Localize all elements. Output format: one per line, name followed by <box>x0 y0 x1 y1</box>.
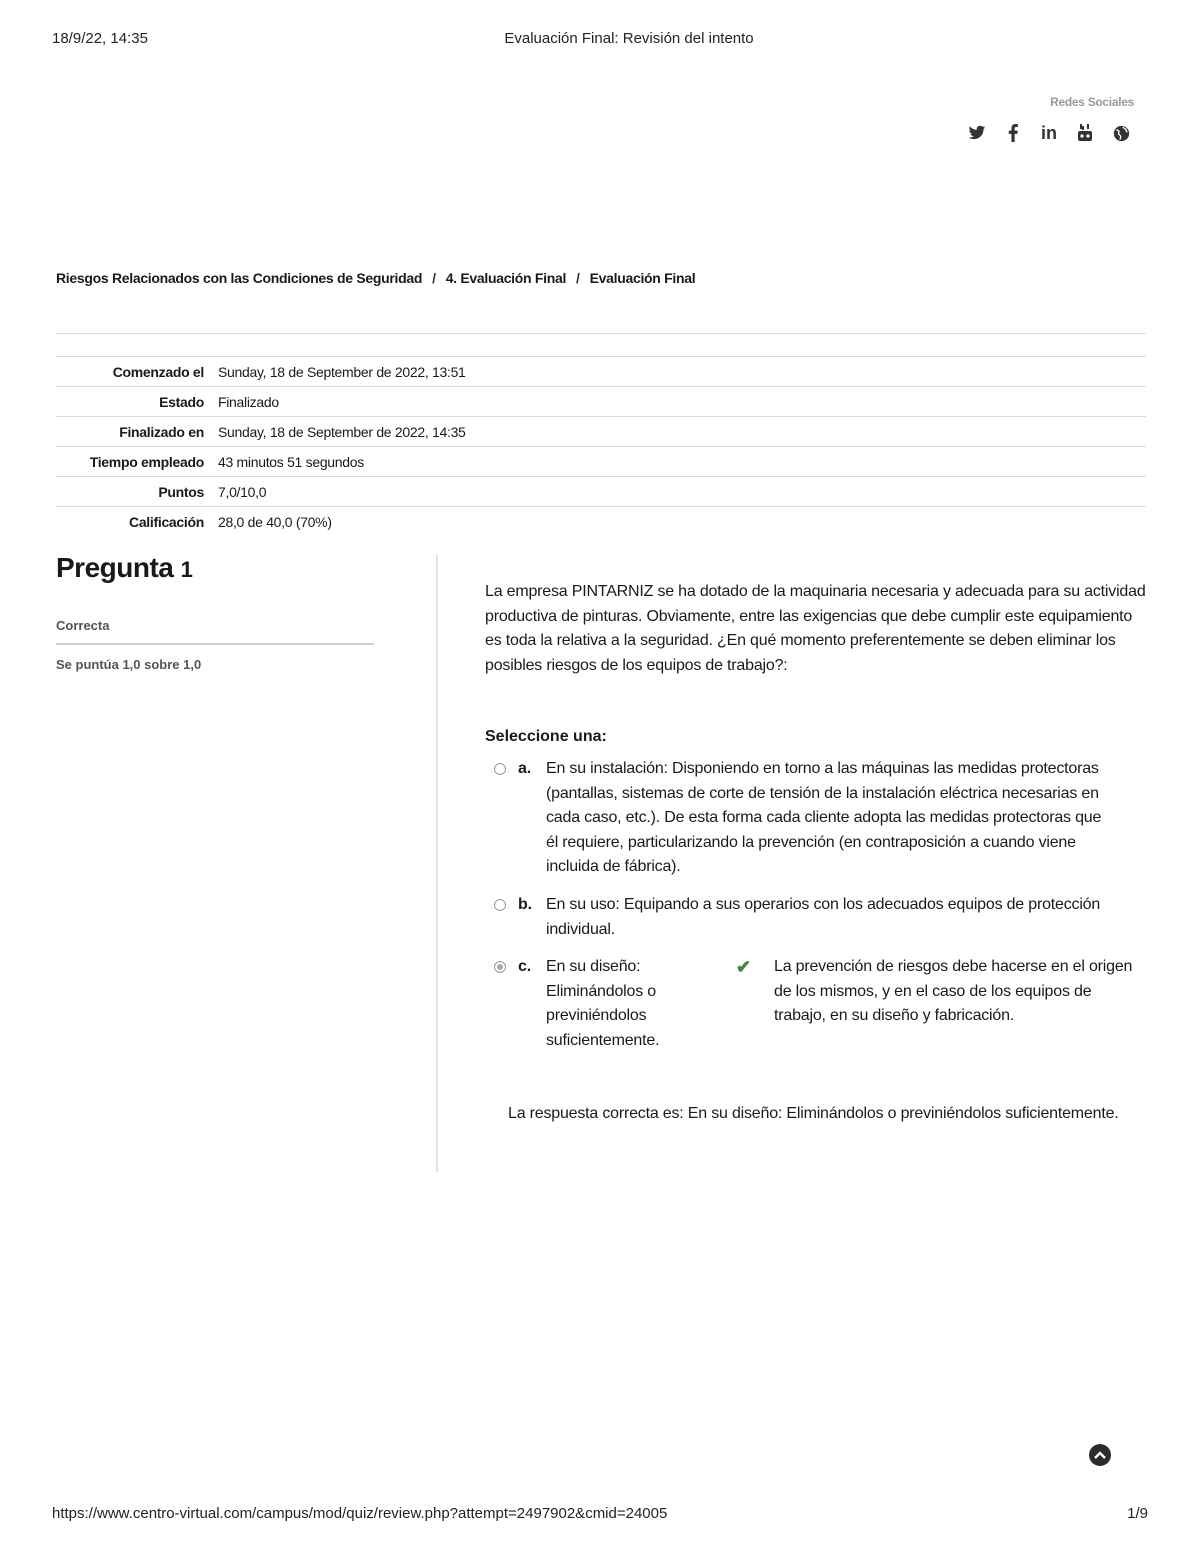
breadcrumb-section[interactable]: 4. Evaluación Final <box>445 270 567 286</box>
answer-prompt: Seleccione una: <box>485 728 607 745</box>
option-text: En su uso: Equipando a sus operarios con los adecuados equipos de protección individual. <box>546 896 1101 938</box>
print-page-number: 1/9 <box>1127 1505 1148 1522</box>
question-content-divider <box>436 555 438 1172</box>
social-networks-label: Redes Sociales <box>1050 95 1134 109</box>
question-info <box>56 552 374 672</box>
breadcrumb <box>56 270 695 286</box>
summary-value: Sunday, 18 de September de 2022, 14:35 <box>218 424 466 440</box>
summary-row-finished <box>56 417 1146 447</box>
breadcrumb-separator: / <box>576 270 580 286</box>
option-text: En su diseño: Eliminándolos o previniéndolos suficientemente. <box>546 958 660 1049</box>
summary-label: Calificación <box>129 514 204 530</box>
print-date: 18/9/22, 14:35 <box>52 30 148 47</box>
print-url: https://www.centro-virtual.com/campus/mod/quiz/review.php?attempt=2497902&cmid=24005 <box>52 1505 668 1522</box>
radio-button-selected[interactable] <box>494 961 506 973</box>
radio-button[interactable] <box>494 763 506 775</box>
option-letter: c. <box>518 958 531 975</box>
option-letter: a. <box>518 760 531 777</box>
youtube-icon[interactable] <box>1074 122 1096 144</box>
summary-row-state <box>56 387 1146 417</box>
right-answer-feedback: La respuesta correcta es: En su diseño: Eliminándolos o previniéndolos suficientemente. <box>508 1105 1119 1122</box>
twitter-icon[interactable] <box>966 122 988 144</box>
linkedin-icon[interactable]: in <box>1041 122 1057 143</box>
summary-label: Finalizado en <box>119 424 204 440</box>
question-title <box>56 552 374 584</box>
answer-option-a[interactable] <box>494 757 1116 880</box>
summary-row-marks <box>56 477 1146 507</box>
summary-label: Puntos <box>158 484 204 500</box>
facebook-icon[interactable] <box>1002 122 1024 144</box>
option-text: En su instalación: Disponiendo en torno a las máquinas las medidas protectoras (pantallas, sistemas de corte de tensión de la instalación eléctrica necesarias en cada caso, etc.). De esta forma cada cliente adopta las medidas protectoras que él requiere, particularizando la prevención (en contraposición a cuando viene incluida de fábrica). <box>546 760 1102 875</box>
summary-value: 43 minutos 51 segundos <box>218 454 364 470</box>
breadcrumb-course[interactable]: Riesgos Relacionados con las Condiciones de Seguridad <box>56 270 423 286</box>
attempt-summary-table <box>56 356 1146 536</box>
summary-value: Sunday, 18 de September de 2022, 13:51 <box>218 364 466 380</box>
question-number: 1 <box>180 557 193 582</box>
summary-row-time-taken <box>56 447 1146 477</box>
answer-option-b[interactable] <box>494 893 1126 942</box>
print-header <box>0 30 1200 50</box>
summary-value: 28,0 de 40,0 (70%) <box>218 514 332 530</box>
question-grade: Se puntúa 1,0 sobre 1,0 <box>56 657 202 672</box>
summary-label: Comenzado el <box>112 364 204 380</box>
summary-label: Estado <box>159 394 204 410</box>
summary-value: 7,0/10,0 <box>218 484 267 500</box>
social-icons <box>966 122 1132 144</box>
radio-button[interactable] <box>494 899 506 911</box>
option-feedback: La prevención de riesgos debe hacerse en el origen de los mismos, y en el caso de los equipos de trabajo, en su diseño y fabricación. <box>774 958 1133 1024</box>
correct-check-icon: ✔ <box>736 957 751 977</box>
breadcrumb-quiz[interactable]: Evaluación Final <box>589 270 696 286</box>
chevron-up-icon <box>1094 1450 1106 1460</box>
answer-option-c[interactable] <box>494 955 1134 1053</box>
back-to-top-button[interactable] <box>1089 1444 1111 1466</box>
globe-icon[interactable] <box>1110 122 1132 144</box>
question-state: Correcta <box>56 618 374 645</box>
summary-row-started <box>56 357 1146 387</box>
option-letter: b. <box>518 896 532 913</box>
breadcrumb-separator: / <box>432 270 436 286</box>
divider <box>56 333 1146 334</box>
summary-label: Tiempo empleado <box>89 454 204 470</box>
question-title-word: Pregunta <box>56 552 174 583</box>
summary-row-grade <box>56 507 1146 537</box>
print-title: Evaluación Final: Revisión del intento <box>504 30 754 47</box>
summary-value: Finalizado <box>218 394 279 410</box>
question-text: La empresa PINTARNIZ se ha dotado de la maquinaria necesaria y adecuada para su actividad productiva de pinturas. Obviamente, entre las exigencias que debe cumplir este equipamiento es toda la relativa a la seguridad. ¿En qué momento preferentemente se deben eliminar los posibles riesgos de los equipos de trabajo?: <box>485 583 1146 674</box>
